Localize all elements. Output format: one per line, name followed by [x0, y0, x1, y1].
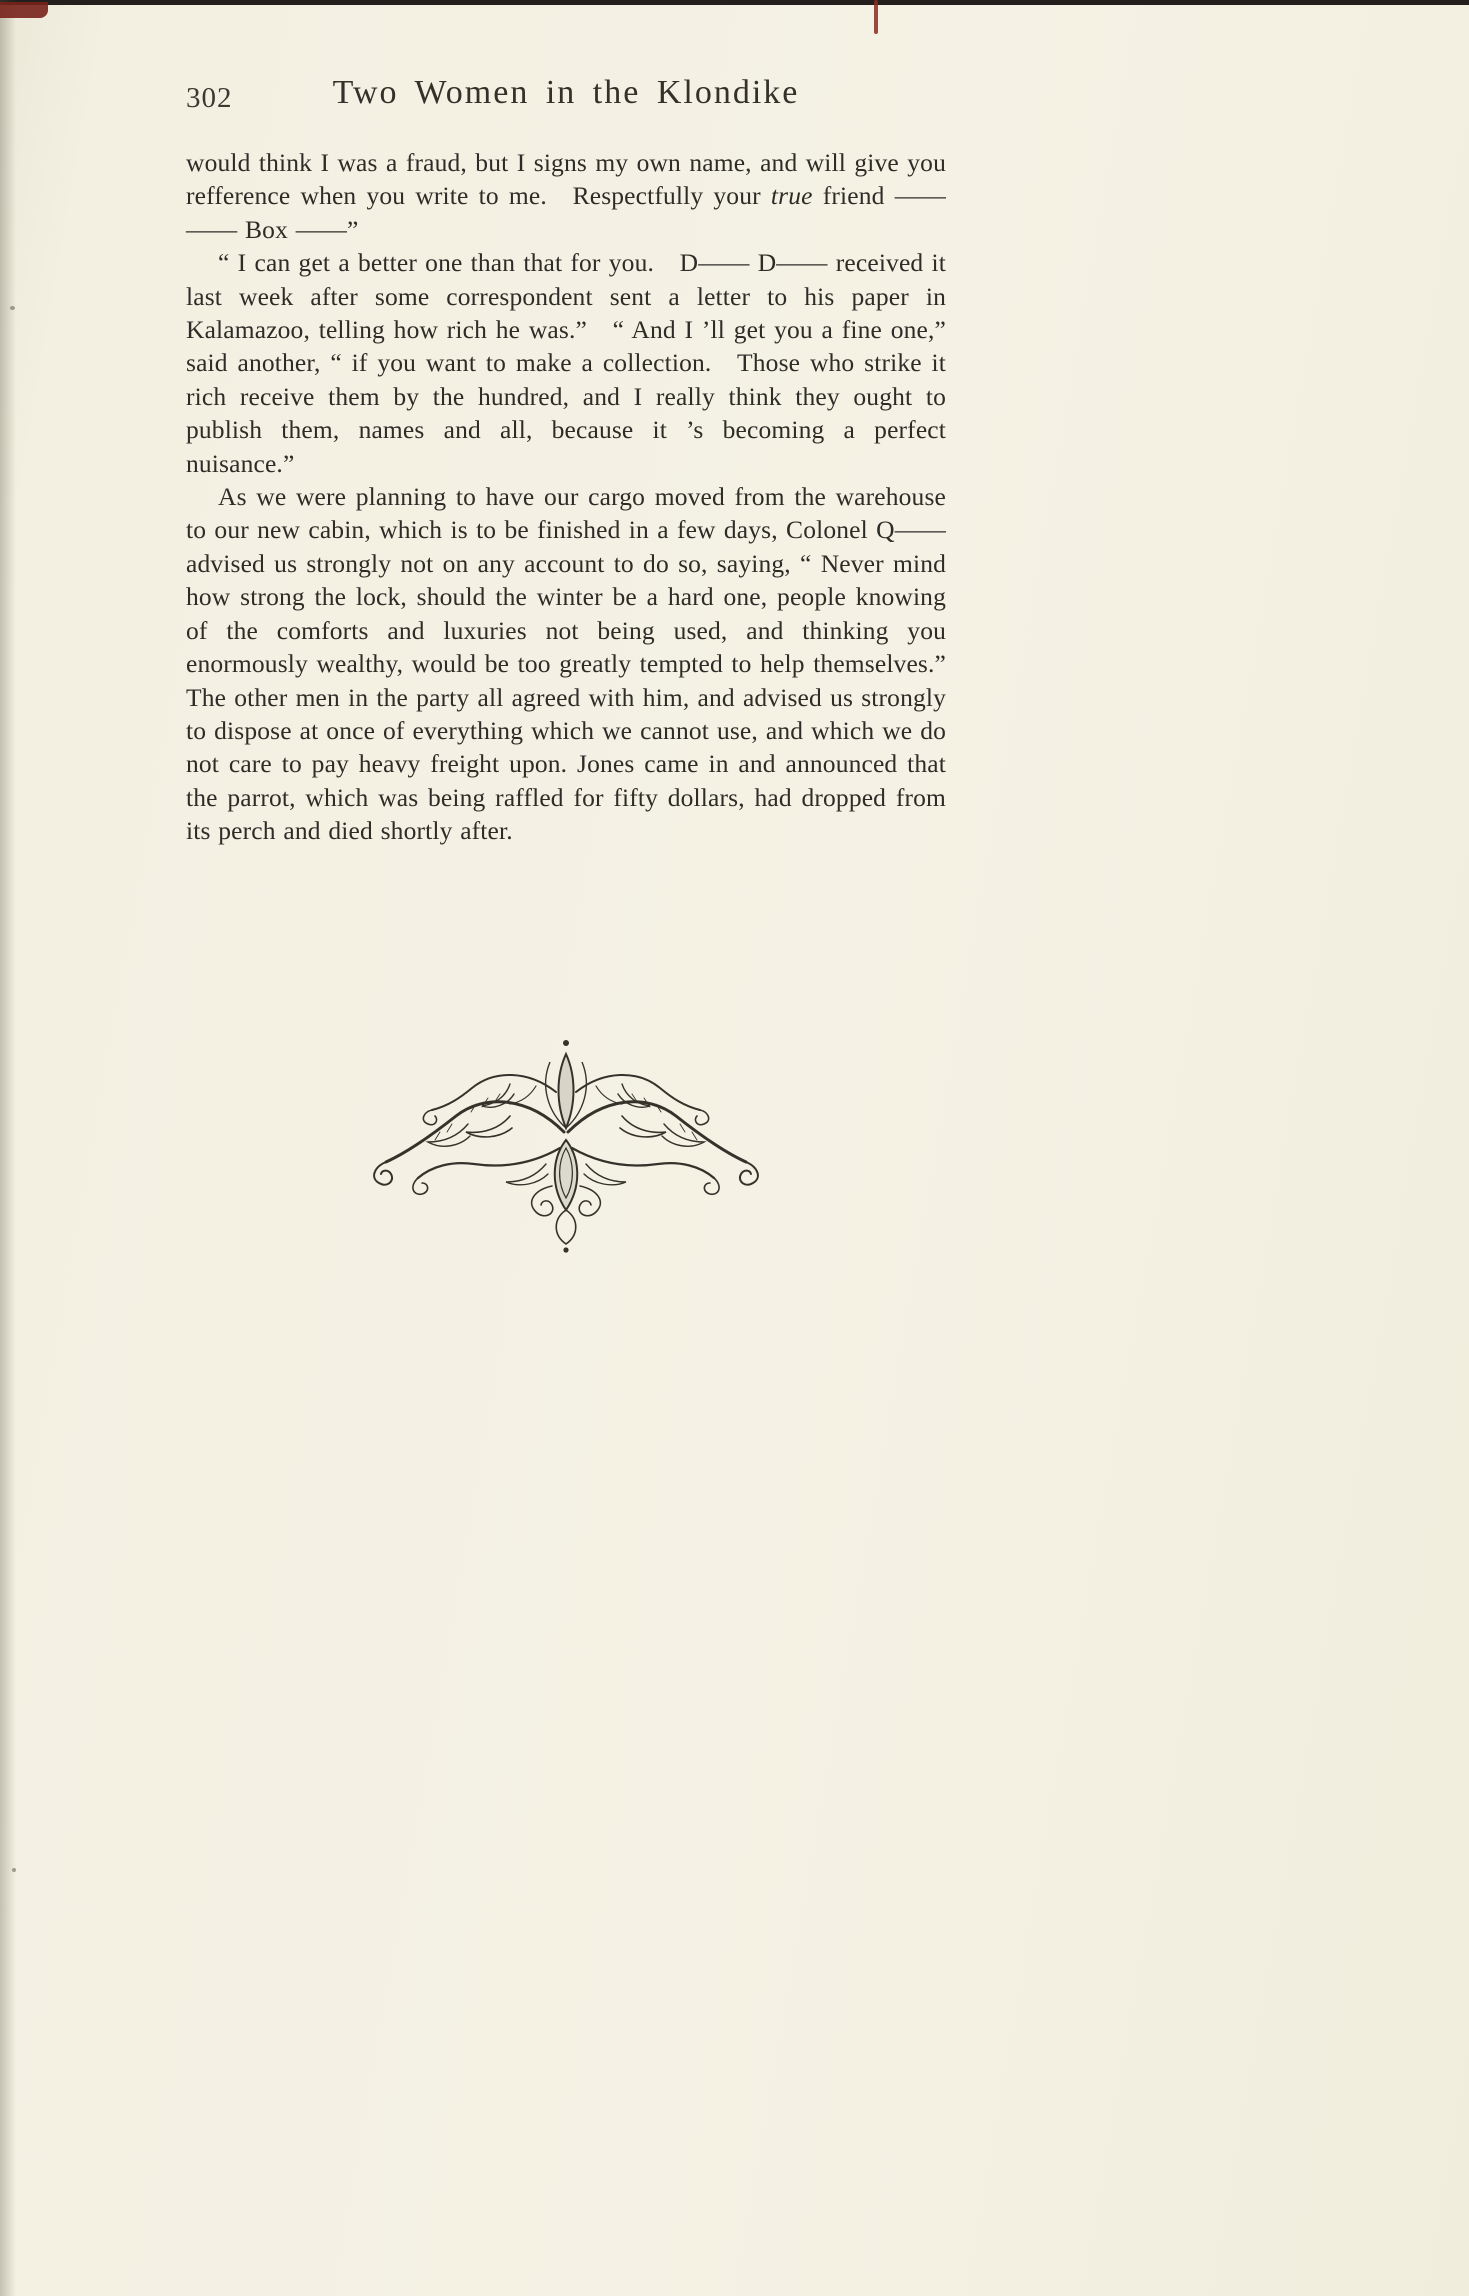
paragraph-text: “ I can get a better one than that for you. D—— D—— received it last week after some correspondent sent a letter to his paper in Kalamazoo, telling how rich he was.” “ And I ’ll get you a fine one,” said another, “ if you want to make a collection. Those who strike it rich receive them by the hundred, and I really think they ought to publish them, names and all, because it ’s becoming a perfect nuisance.” [186, 248, 946, 478]
paragraph-1 [186, 146, 946, 246]
paragraph-text-italic: true [770, 181, 813, 211]
page-body [186, 146, 946, 848]
page-number: 302 [186, 82, 233, 114]
paragraph-text: friend —— —— Box ——” [186, 181, 946, 244]
paragraph-3 [186, 480, 946, 847]
tailpiece-ornament-container [186, 1036, 946, 1258]
page-gutter-shadow [0, 0, 16, 2296]
scan-top-edge [0, 0, 1469, 5]
scan-speck [12, 1868, 16, 1872]
running-head [186, 74, 946, 120]
paragraph-text: As we were planning to have our cargo moved from the warehouse to our new cabin, which is to be finished in a few days, Colonel Q—— advised us strongly not on any account to do so, saying, “ Never mind how strong the lock, should the winter be a hard one, people knowing of the comforts and luxuries not being used, and thinking you enormously wealthy, would be too greatly tempted to help themselves.” The other men in the party all agreed with him, and advised us strongly to dispose at once of everything which we cannot use, and which we do not care to pay heavy freight upon. Jones came in and announced that the parrot, which was being raffled for fifty dollars, had dropped from its perch and died shortly after. [186, 482, 946, 846]
paragraph-2 [186, 246, 946, 480]
tailpiece-ornament-icon [360, 1036, 772, 1258]
running-title: Two Women in the Klondike [332, 74, 800, 111]
scan-corner-mark [0, 2, 48, 18]
scan-speck [10, 306, 15, 310]
paragraph-text: would think I was a fraud, but I signs my own name, and will give you refference when you write to me. Respectfully your [186, 148, 946, 211]
scan-red-tick [874, 0, 878, 34]
